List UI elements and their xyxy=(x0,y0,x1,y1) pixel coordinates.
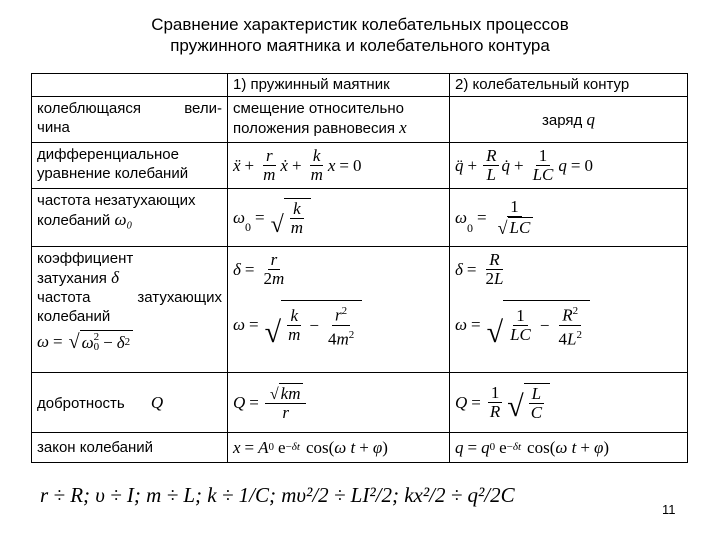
row-col2 xyxy=(450,143,688,189)
row-col1 xyxy=(228,143,450,189)
label-text: добротность xyxy=(37,394,125,412)
row-col1 xyxy=(228,189,450,247)
label-text: частота xyxy=(37,289,91,306)
label-text: вели- xyxy=(184,100,222,117)
oscillation-law-mechanical: x = A 0 e −δt cos( ω t + φ ) xyxy=(233,438,388,457)
math-var: ω₀ xyxy=(114,210,133,229)
label-text: колебаний xyxy=(37,308,111,325)
row-label xyxy=(32,373,228,433)
label-text: чина xyxy=(37,119,70,136)
table-row xyxy=(32,433,688,463)
table-row xyxy=(32,373,688,433)
damped-frequency-mechanical: ω = √ $\frac{k}{m}$ − $\frac{r^2}{4m^2}$ xyxy=(233,300,444,348)
row-label xyxy=(32,143,228,189)
damping-coefficient-electrical: δ = $\frac{R}{2L}$ xyxy=(455,250,504,288)
row-col1 xyxy=(228,97,450,143)
row-label xyxy=(32,433,228,463)
row-label xyxy=(32,97,228,143)
label-text: затухающих xyxy=(137,289,222,306)
analogy-line: r ÷ R; υ ÷ I; m ÷ L; k ÷ 1/C; mυ²/2 ÷ LI²/2; kx²/2 ÷ q²/2C xyxy=(40,483,515,507)
label-text: дифференциальное xyxy=(37,146,179,163)
row-col2 xyxy=(450,373,688,433)
slide-title xyxy=(0,14,720,56)
label-text: частота незатухающих xyxy=(37,192,196,209)
math-var: δ xyxy=(111,268,119,287)
row-col2 xyxy=(450,97,688,143)
table-row xyxy=(32,189,688,247)
label-text: колеблющаяся xyxy=(37,100,142,117)
label-text: уравнение колебаний xyxy=(37,165,189,182)
table-row xyxy=(32,97,688,143)
label-text: затухания xyxy=(37,270,107,287)
damping-coefficient-mechanical: δ = $\frac{r}{2m}$ xyxy=(233,250,285,288)
label-text: колебаний xyxy=(37,212,111,229)
oscillation-law-electrical: q = q 0 e −δt cos( ω t + φ ) xyxy=(455,438,610,457)
row-col2 xyxy=(450,247,688,373)
title-line-2: пружинного маятника и колебательного контура xyxy=(170,36,550,55)
natural-frequency-mechanical: ω 0 = √ $\frac{k}{m}$ xyxy=(233,198,444,237)
table-row xyxy=(32,247,688,373)
page-number: 11 xyxy=(662,502,676,517)
row-col1 xyxy=(228,433,450,463)
label-text: коэффициент xyxy=(37,250,134,267)
row-col2 xyxy=(450,433,688,463)
math-var: q xyxy=(586,109,595,129)
row-col2 xyxy=(450,189,688,247)
title-line-1: Сравнение характеристик колебательных процессов xyxy=(151,15,569,34)
math-var: x xyxy=(399,118,407,137)
label-text: закон колебаний xyxy=(37,439,154,456)
table-header-row xyxy=(32,74,688,97)
cell-text: смещение относительно xyxy=(233,100,404,117)
comparison-table xyxy=(31,73,688,463)
damped-frequency-electrical: ω = √ $\frac{1}{LC}$ − $\frac{R^2}{4L^2}$ xyxy=(455,300,682,348)
math-var: Q xyxy=(150,392,164,412)
header-col2: 2) колебательный контур xyxy=(450,74,688,97)
row-col1 xyxy=(228,373,450,433)
table-row xyxy=(32,143,688,189)
cell-text: заряд xyxy=(542,111,583,129)
header-empty-cell xyxy=(32,74,228,97)
header-col1: 1) пружинный маятник xyxy=(228,74,450,97)
diff-equation-mechanical: ẍ + $\frac{r}{m}$ ẋ + $\frac{k}{m}$ x = 0 xyxy=(233,146,362,184)
natural-frequency-electrical: ω 0 = 1 √ LC xyxy=(455,198,682,238)
row-col1 xyxy=(228,247,450,373)
damped-frequency-general: ω = √ ω 2 0 − δ 2 xyxy=(37,330,222,352)
diff-equation-electrical: q̈ + $\frac{R}{L}$ q̇ + $\frac{1}{LC}$ q = 0 xyxy=(455,146,593,184)
row-label xyxy=(32,189,228,247)
row-label xyxy=(32,247,228,373)
cell-text: положения равновесия xyxy=(233,120,395,137)
quality-factor-mechanical: Q = √ km r xyxy=(233,383,444,422)
quality-factor-electrical: Q = $\frac{1}{R}$ √ $\frac{L}{C}$ xyxy=(455,383,682,422)
